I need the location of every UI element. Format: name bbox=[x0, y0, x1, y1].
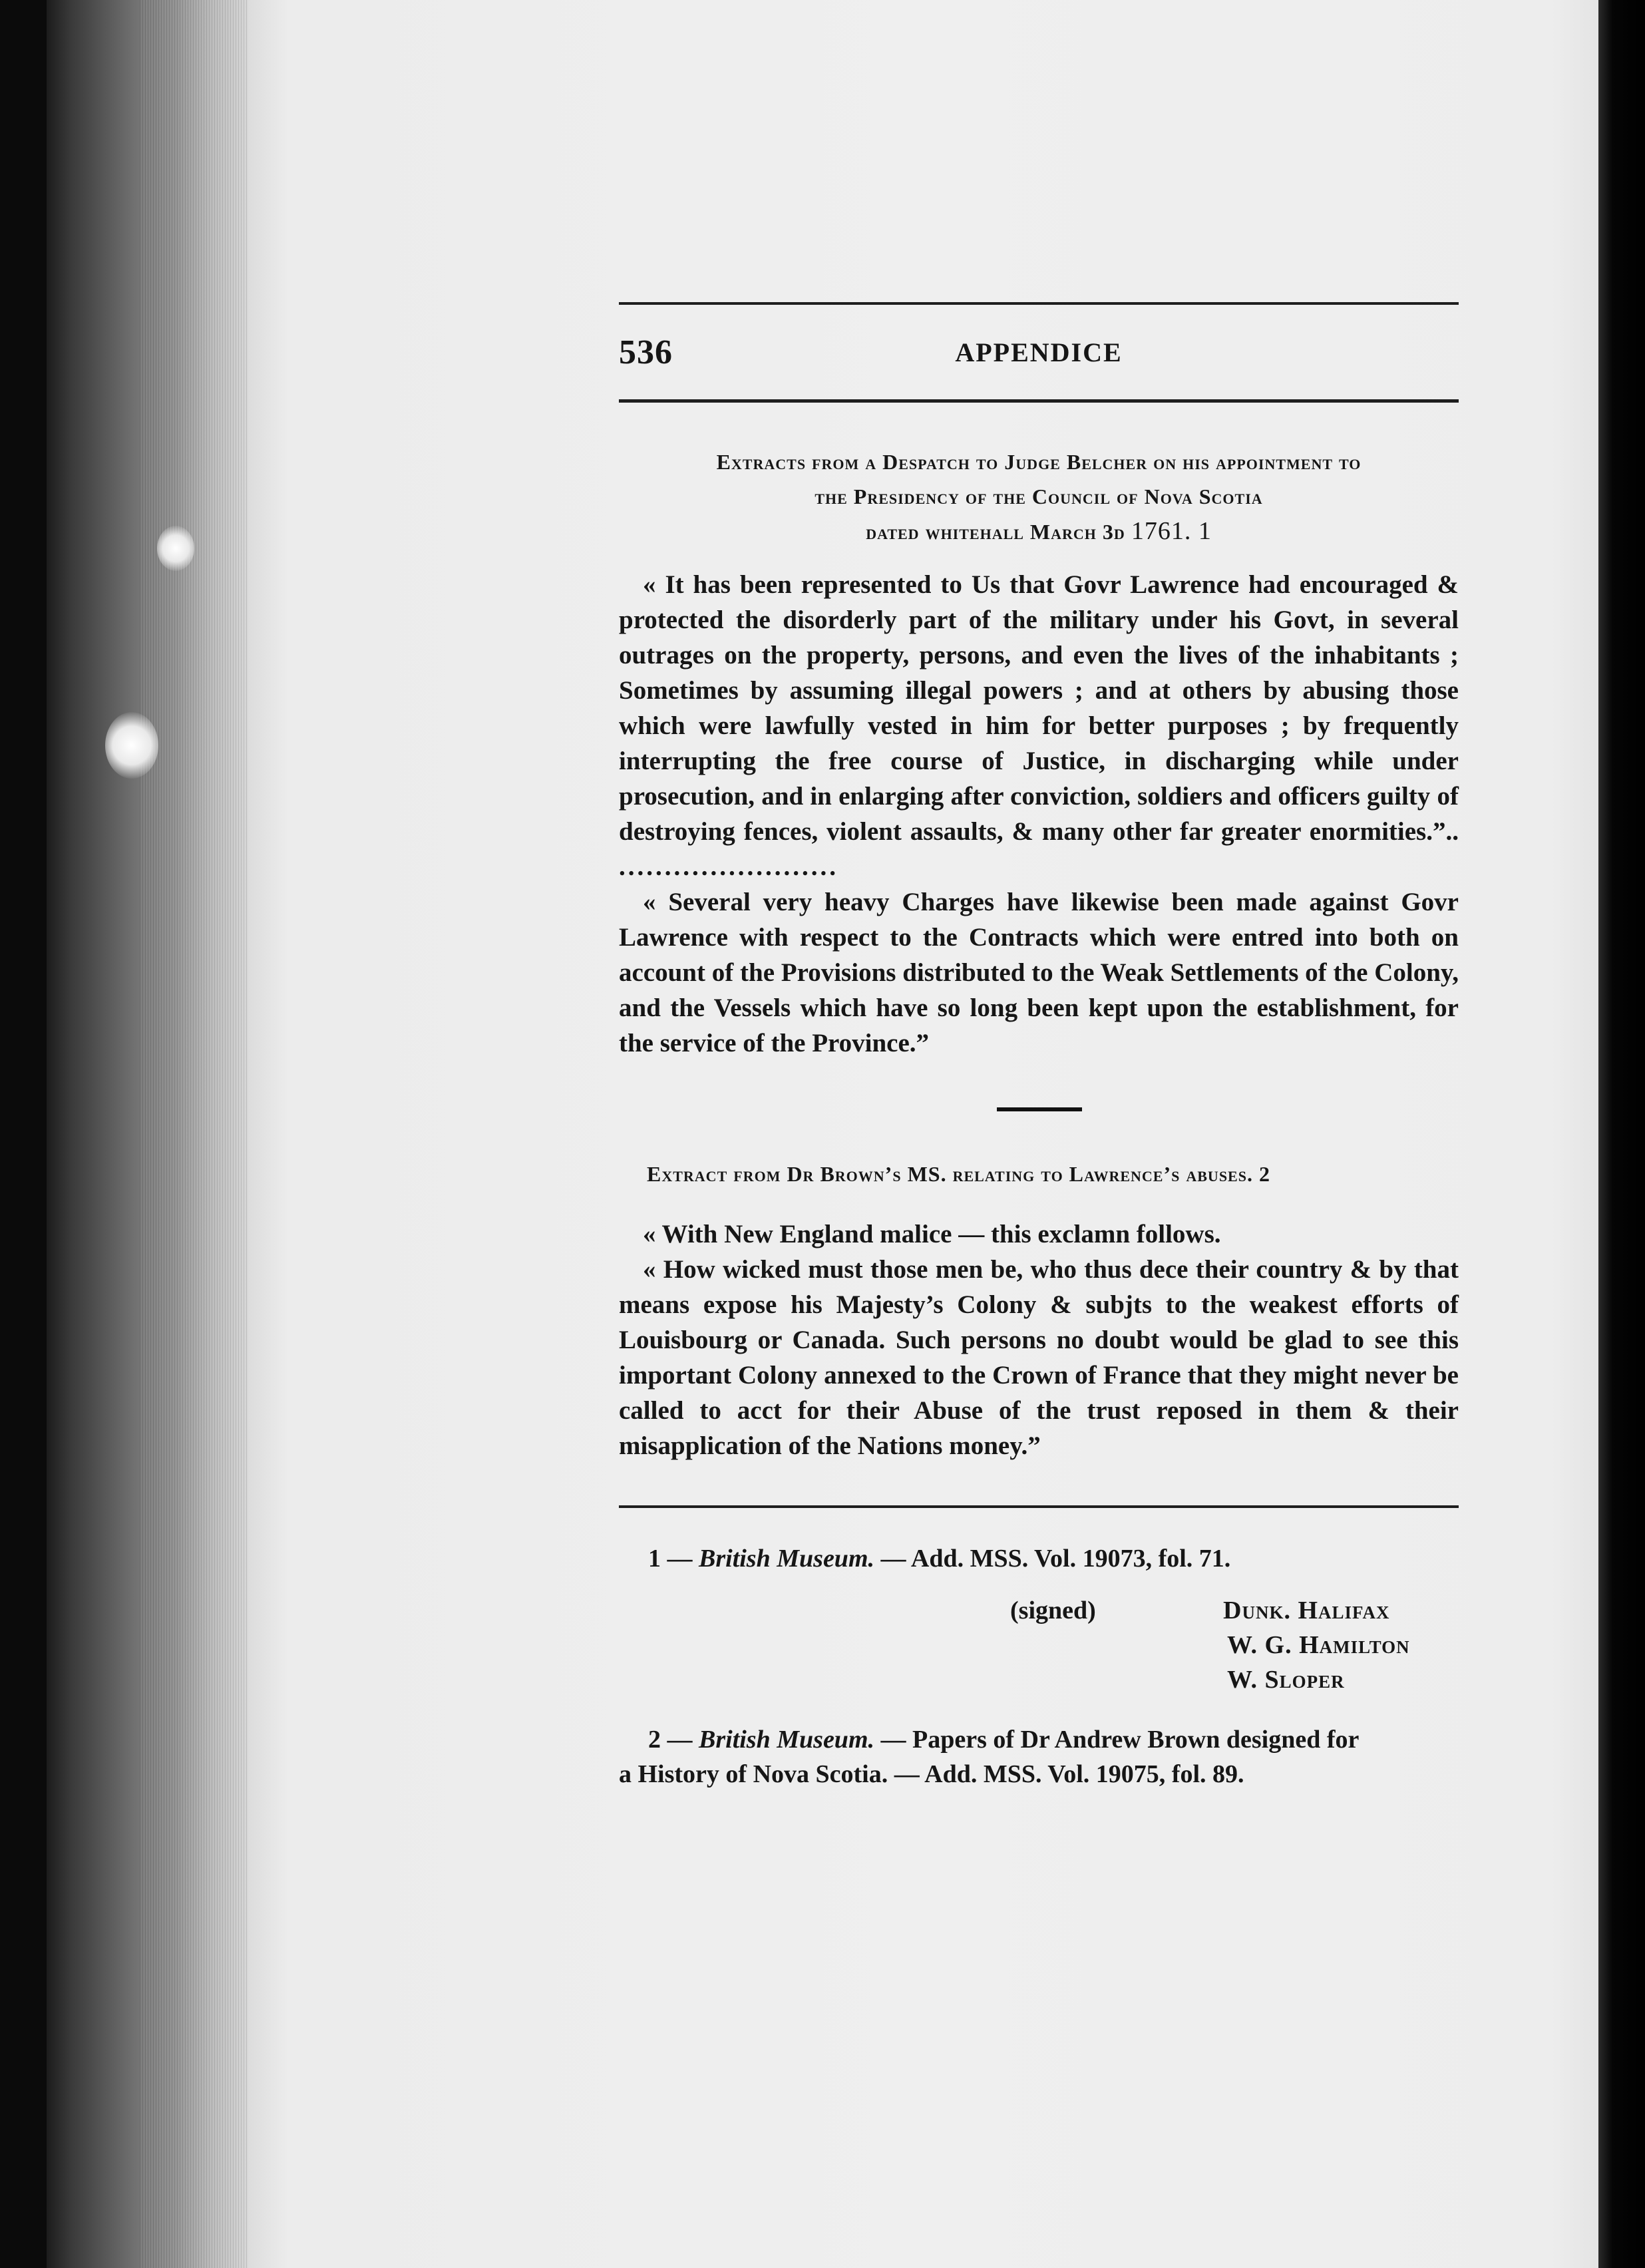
footnote-1-source: British Museum. bbox=[699, 1545, 874, 1573]
section1-body bbox=[619, 567, 1459, 1061]
section1-heading bbox=[619, 445, 1459, 549]
page-stack-lines bbox=[140, 0, 253, 2268]
footnote-2 bbox=[619, 1722, 1459, 1792]
footnote-2-source: British Museum. bbox=[699, 1726, 874, 1754]
signatory-1: Dunk. Halifax bbox=[1223, 1597, 1390, 1624]
section1-heading-line1: Extracts from a Despatch to Judge Belcher on his appointment to bbox=[716, 450, 1362, 474]
section1-heading-line3 bbox=[619, 514, 1459, 549]
section-divider bbox=[997, 1107, 1082, 1111]
signatory-2: W. G. Hamilton bbox=[1227, 1631, 1410, 1659]
page-number: 536 bbox=[619, 333, 673, 371]
signed-label: (signed) bbox=[1010, 1597, 1096, 1624]
running-title: APPENDICE bbox=[955, 337, 1123, 367]
top-rule bbox=[619, 302, 1459, 305]
section1-paragraph2: « Several very heavy Charges have likewise been made against Govr Lawrence with respect to the Contracts which were entred into both on account of the Provisions distributed to the Weak Settlements of the Colony, and the Vessels which have so long been kept upon the establishment, for the service of the Province.” bbox=[619, 888, 1459, 1057]
section1-heading-dated: dated whitehall March 3d bbox=[866, 520, 1125, 544]
footnote-1 bbox=[619, 1541, 1459, 1576]
section2-heading bbox=[619, 1157, 1459, 1191]
footnote-2-line1 bbox=[619, 1722, 1459, 1757]
footnote-2-ref-line1: — Papers of Dr Andrew Brown designed for bbox=[880, 1726, 1360, 1754]
ellipsis-dots: ........................ bbox=[619, 852, 838, 881]
footnote-1-number: 1 — bbox=[648, 1545, 693, 1573]
section2-paragraph1: « With New England malice — this exclamn follows. bbox=[643, 1220, 1221, 1248]
header-rule bbox=[619, 399, 1459, 403]
running-head bbox=[619, 333, 1459, 379]
section2-heading-text: Extract from Dr Brown’s MS. relating to Lawrence’s abuses. 2 bbox=[647, 1162, 1270, 1186]
edge-blemish bbox=[157, 526, 194, 571]
footnote-1-ref: — Add. MSS. Vol. 19073, fol. 71. bbox=[880, 1545, 1231, 1573]
section1-paragraph1-text: « It has been represented to Us that Govr Lawrence had encouraged & protected the disorderly part of the military under his Govt, in several outrages on the property, persons, and even the lives of the inhabitants ; Sometimes by assuming illegal powers ; and at others by abusing those which were lawfully vested in him for better purposes ; by frequently interrupting the free course of Justice, in discharging while under prosecution, and in enlarging after conviction, soldiers and officers guilty of destroying fences, violent assaults, & many other far greater enormities.”.. bbox=[619, 570, 1459, 846]
edge-blemish bbox=[105, 712, 158, 779]
section1-heading-line2: the Presidency of the Council of Nova Scotia bbox=[815, 484, 1263, 508]
section1-paragraph1 bbox=[619, 567, 1459, 884]
footnote-rule bbox=[619, 1505, 1459, 1508]
section1-heading-year: 1761. 1 bbox=[1131, 517, 1212, 545]
footnote-1-line bbox=[619, 1541, 1459, 1576]
signatory-3: W. Sloper bbox=[1227, 1666, 1345, 1694]
page-right-shadow bbox=[1598, 0, 1645, 2268]
section2-body bbox=[619, 1217, 1459, 1463]
section2-paragraph2: « How wicked must those men be, who thus dece their country & by that means expose his Majesty’s Colony & subjts to the weakest efforts of Louisbourg or Canada. Such persons no doubt would be glad to see this important Colony annexed to the Crown of France that they might never be called to acct for their Abuse of the trust reposed in them & their misapplication of the Nations money.” bbox=[619, 1255, 1459, 1460]
footnote-2-ref-line2: a History of Nova Scotia. — Add. MSS. Vol. 19075, fol. 89. bbox=[619, 1760, 1244, 1788]
footnote-2-number: 2 — bbox=[648, 1726, 693, 1754]
